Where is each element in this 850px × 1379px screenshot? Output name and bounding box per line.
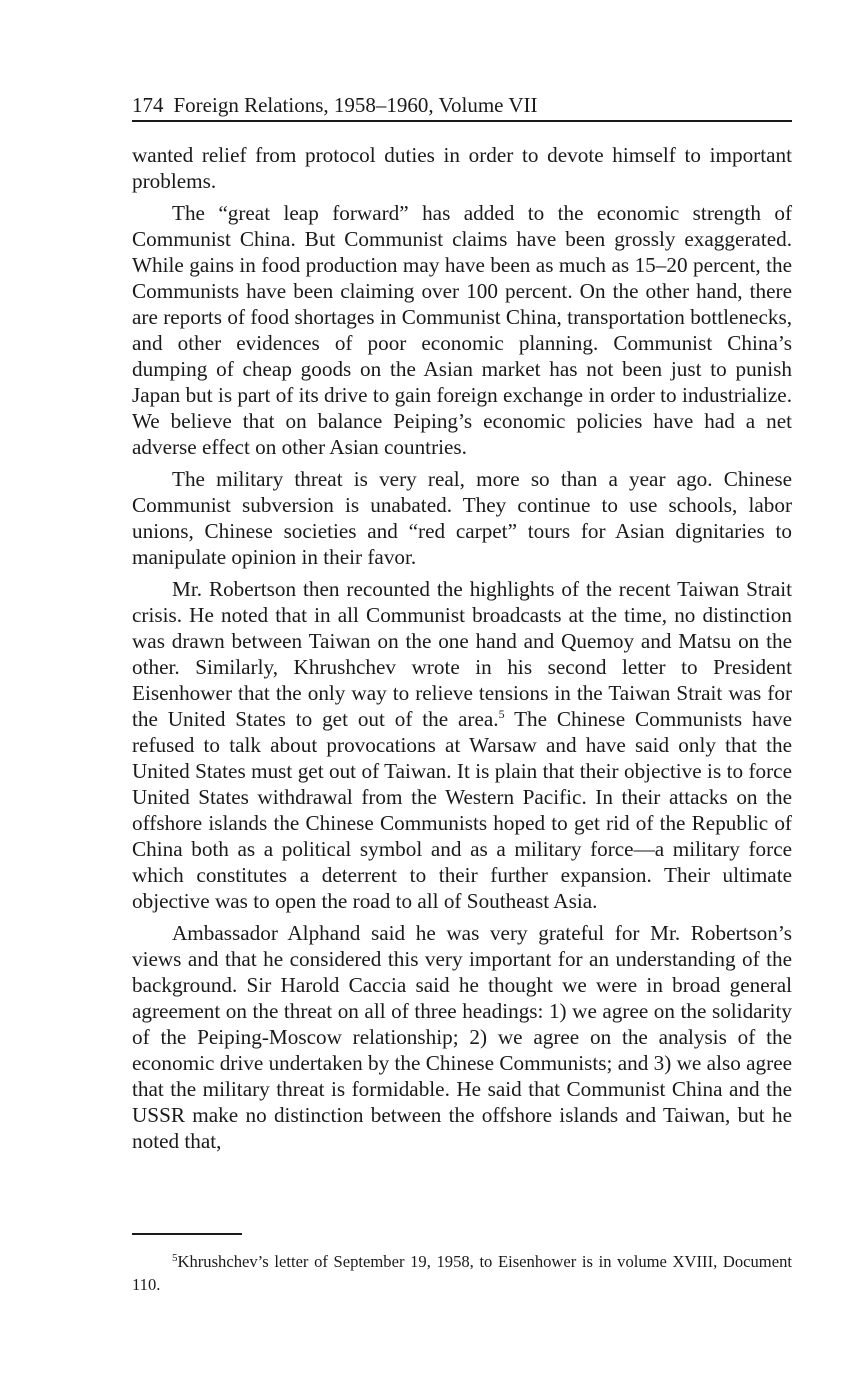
paragraph-alphand-caccia: Ambassador Alphand said he was very grateful for Mr. Robertson’s views and that he considered this very important for an understanding of the background. Sir Harold Caccia said he thought we were in broad general agreement on the threat on all of three headings: 1) we agree on the solidarity of the Peiping-Moscow relationship; 2) we agree on the analysis of the economic drive undertaken by the Chinese Communists; and 3) we also agree that the military threat is formidable. He said that Communist China and the USSR make no distinction between the offshore islands and Taiwan, but he noted that, <box>132 921 792 1153</box>
running-head <box>132 92 792 122</box>
volume-title: Foreign Relations, 1958–1960, Volume VII <box>173 93 538 117</box>
page <box>132 92 792 1154</box>
body-text <box>132 142 792 1154</box>
paragraph-military-threat: The military threat is very real, more so than a year ago. Chinese Communist subversion is unabated. They continue to use schools, labor unions, Chinese societies and “red carpet” tours for Asian dignitaries to manipulate opinion in their favor. <box>132 467 792 569</box>
paragraph-text-after-ref: The Chinese Communists have refused to talk about provocations at Warsaw and have said only that the United States must get out of Taiwan. It is plain that their objective is to force United States withdrawal from the Western Pacific. In their attacks on the offshore islands the Chinese Communists hoped to get rid of the Republic of China both as a political symbol and as a military force—a military force which constitutes a deterrent to their further expansion. Their ultimate objective was to open the road to all of Southeast Asia. <box>132 707 792 913</box>
footnote-reference-5[interactable]: 5 <box>498 707 505 721</box>
paragraph-robertson-taiwan-strait <box>132 576 792 914</box>
footnote-marker: 5 <box>172 1252 178 1264</box>
paragraph-great-leap-forward: The “great leap forward” has added to the economic strength of Communist China. But Communist claims have been grossly exaggerated. While gains in food production may have been as much as 15–20 percent, the Communists have been claiming over 100 percent. On the other hand, there are reports of food shortages in Communist China, transportation bottlenecks, and other evidences of poor economic planning. Communist China’s dumping of cheap goods on the Asian market has not been just to punish Japan but is part of its drive to gain foreign exchange in order to industrialize. We believe that on balance Peiping’s economic policies have had a net adverse effect on other Asian countries. <box>132 201 792 459</box>
page-number: 174 <box>132 93 164 117</box>
paragraph-continuation: wanted relief from protocol duties in order to devote himself to important problems. <box>132 143 792 193</box>
footnote-text: Khrushchev’s letter of September 19, 1958, to Eisenhower is in volume XVIII, Document 110. <box>132 1252 792 1294</box>
paragraph-text-before-ref: Mr. Robertson then recounted the highlights of the recent Taiwan Strait crisis. He noted that in all Communist broadcasts at the time, no distinction was drawn between Taiwan on the one hand and Quemoy and Matsu on the other. Similarly, Khrushchev wrote in his second letter to President Eisenhower that the only way to relieve tensions in the Taiwan Strait was for the United States to get out of the area. <box>132 577 792 731</box>
footnote-divider <box>132 1233 242 1235</box>
footnote-5 <box>132 1250 792 1296</box>
